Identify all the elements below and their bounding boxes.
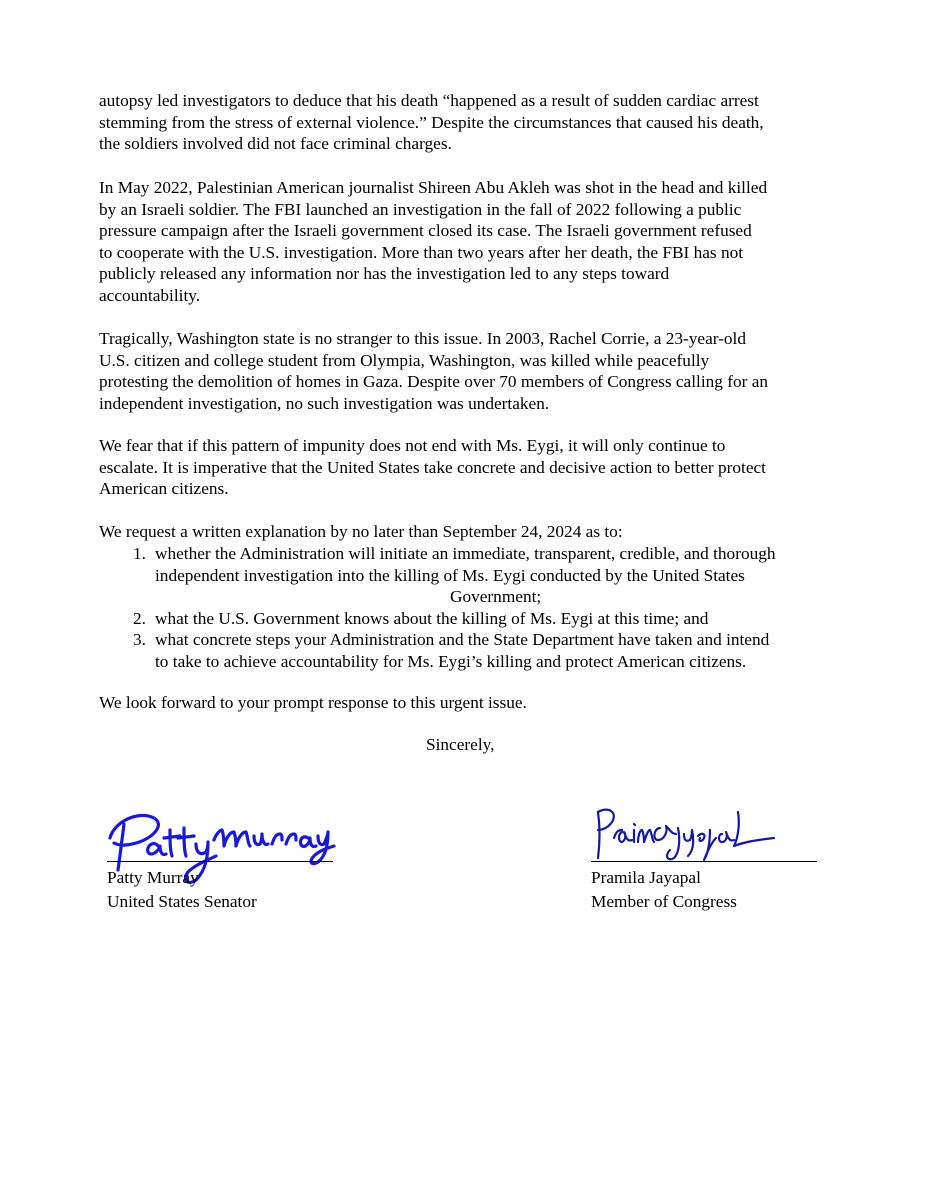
signatory-name: Patty Murray xyxy=(107,868,199,887)
list-item xyxy=(99,608,839,630)
text-line: publicly released any information nor has the investigation led to any steps toward xyxy=(99,264,670,284)
list-number: 1. xyxy=(133,544,146,563)
text-line: Tragically, Washington state is no stranger to this issue. In 2003, Rachel Corrie, a 23-year-old xyxy=(99,329,746,348)
signatory-block-murray xyxy=(107,866,257,914)
signatory-name: Pramila Jayapal xyxy=(591,868,701,887)
list-item xyxy=(99,543,839,608)
signature-line xyxy=(591,861,817,862)
text-line: In May 2022, Palestinian American journalist Shireen Abu Akleh was shot in the head and killed xyxy=(99,178,768,197)
text-line: the soldiers involved did not face criminal charges. xyxy=(99,134,452,154)
request-list xyxy=(99,543,839,673)
signature-pramila-jayapal xyxy=(588,798,788,868)
signatory-title: United States Senator xyxy=(107,892,257,911)
list-number: 2. xyxy=(133,608,146,628)
text-line: escalate. It is imperative that the United States take concrete and decisive action to better protect xyxy=(99,457,766,477)
paragraph-abu-akleh xyxy=(99,177,839,307)
signatory-block-jayapal xyxy=(591,866,737,914)
text-line: American citizens. xyxy=(99,479,229,499)
signature-line xyxy=(107,861,333,862)
signatory-title: Member of Congress xyxy=(591,892,737,911)
text-line: protesting the demolition of homes in Gaza. Despite over 70 members of Congress calling for an xyxy=(99,372,769,392)
paragraph-rachel-corrie xyxy=(99,328,839,414)
text-line: what the U.S. Government knows about the killing of Ms. Eygi at this time; and xyxy=(155,608,709,628)
list-number: 3. xyxy=(133,630,146,650)
text-line: by an Israeli soldier. The FBI launched an investigation in the fall of 2022 following a public xyxy=(99,199,742,219)
text-line: whether the Administration will initiate an immediate, transparent, credible, and thorough xyxy=(155,544,776,563)
text-line: We fear that if this pattern of impunity does not end with Ms. Eygi, it will only continue to xyxy=(99,436,726,455)
paragraph-impunity xyxy=(99,435,839,500)
text-line: We request a written explanation by no later than September 24, 2024 as to: xyxy=(99,522,623,541)
text-line: stemming from the stress of external violence.” Despite the circumstances that caused his death, xyxy=(99,112,764,132)
text-line: independent investigation, no such investigation was undertaken. xyxy=(99,393,550,413)
text-line: autopsy led investigators to deduce that his death “happened as a result of sudden cardiac arrest xyxy=(99,91,759,110)
text-line: accountability. xyxy=(99,285,201,305)
list-item xyxy=(99,629,839,672)
paragraph-request xyxy=(99,521,839,543)
text-line: to take to achieve accountability for Ms. Eygi’s killing and protect American citizens. xyxy=(155,651,747,671)
text-line: U.S. citizen and college student from Olympia, Washington, was killed while peacefully xyxy=(99,350,710,370)
text-line: We look forward to your prompt response to this urgent issue. xyxy=(99,693,527,712)
text-line: pressure campaign after the Israeli government closed its case. The Israeli government refused xyxy=(99,221,752,241)
text-line: to cooperate with the U.S. investigation. More than two years after her death, the FBI has not xyxy=(99,242,744,262)
paragraph-closing xyxy=(99,692,839,714)
valediction: Sincerely, xyxy=(426,735,495,754)
text-line: independent investigation into the killing of Ms. Eygi conducted by the United States xyxy=(155,565,745,585)
text-line: Government; xyxy=(450,587,542,607)
text-line: what concrete steps your Administration and the State Department have taken and intend xyxy=(155,630,770,650)
paragraph-autopsy xyxy=(99,90,839,155)
